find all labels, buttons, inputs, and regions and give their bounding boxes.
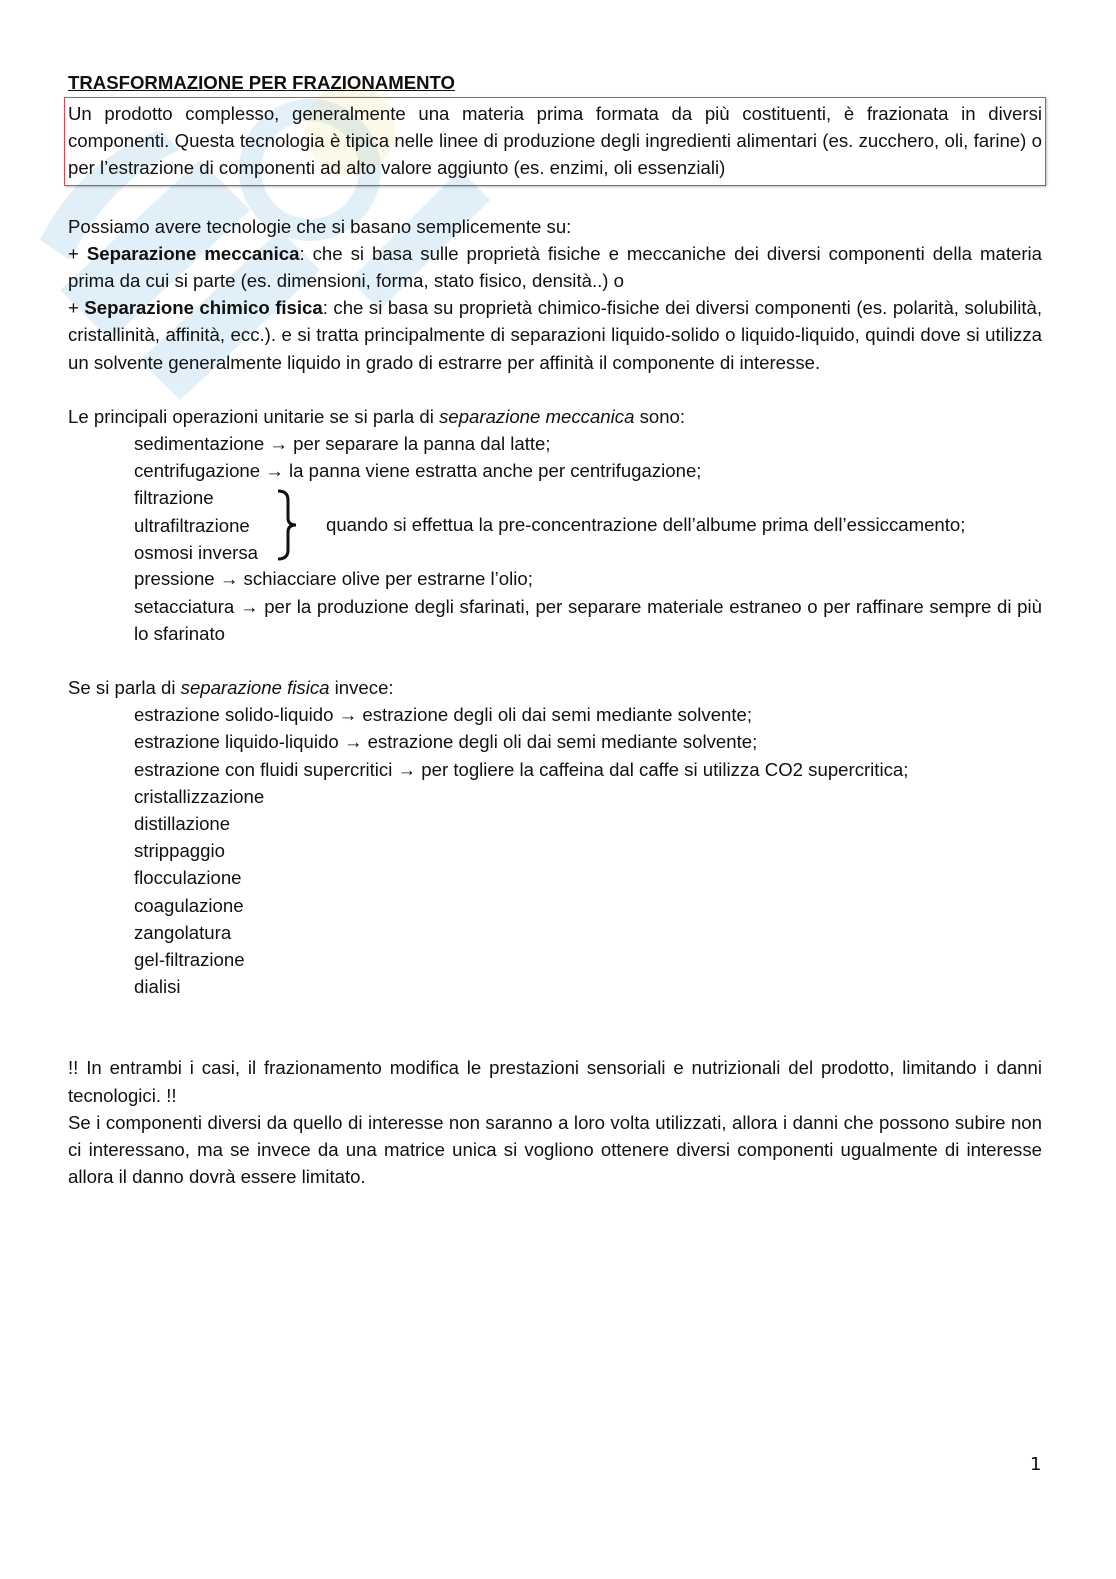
list-item: cristallizzazione [134, 785, 265, 807]
list-item: strippaggio [134, 840, 225, 862]
intro-text: Un prodotto complesso, generalmente una materia prima formata da più costituenti, è frazionata in diversi componenti. Questa tecnologia è tipica nelle linee di produzione degli ingredienti alimentari (es. zucchero, oli, farine) o per l’estrazione di componenti ad alto valore aggiunto (es. enzimi, oli essenziali) [68, 103, 1042, 179]
mechanical-list [68, 430, 1042, 484]
list-item: centrifugazione → la panna viene estratta anche per centrifugazione; [134, 460, 702, 482]
intro-box [64, 97, 1046, 186]
list-item: osmosi inversa [134, 541, 259, 563]
chemical-separation-paragraph: + Separazione chimico fisica: che si basa su proprietà chimico-fisiche dei diversi componenti (es. polarità, solubilità, cristallinità, affinità, ecc.). e si tratta principalmente di separazioni liquido-solido o liquido-liquido, quindi dove si utilizza un solvente generalmente liquido in grado di estrarre per affinità il componente di interesse. [68, 297, 1042, 373]
page-title: TRASFORMAZIONE PER FRAZIONAMENTO [68, 72, 456, 93]
list-item: flocculazione [134, 867, 242, 889]
right-brace-icon [276, 488, 298, 562]
list-item: dialisi [134, 976, 181, 998]
page-number: 1 [1030, 1454, 1042, 1475]
warning-note: !! In entrambi i casi, il frazionamento modifica le prestazioni sensoriali e nutrizionali del prodotto, limitando i danni tecnologici. !! [68, 1057, 1042, 1106]
list-item: gel-filtrazione [134, 949, 245, 971]
mechanical-intro: Le principali operazioni unitarie se si parla di separazione meccanica sono: [68, 405, 686, 427]
closing-paragraph: Se i componenti diversi da quello di interesse non saranno a loro volta utilizzati, allora i danni che possono subire non ci interessano, ma se invece da una matrice unica si vogliono ottenere diversi componenti ugualmente di interesse allora il danno dovrà essere limitato. [68, 1111, 1042, 1188]
physical-list [68, 701, 1042, 1000]
list-item: sedimentazione → per separare la panna dal latte; [134, 433, 551, 455]
list-item: ultrafiltrazione [134, 514, 250, 536]
list-item: estrazione liquido-liquido → estrazione degli oli dai semi mediante solvente; [134, 731, 758, 753]
list-item: filtrazione [134, 487, 214, 509]
mechanical-separation-paragraph: + Separazione meccanica: che si basa sulle proprietà fisiche e meccaniche dei diversi componenti della materia prima da cui si parte (es. dimensioni, forma, stato fisico, densità..) o [68, 242, 1042, 292]
physical-intro: Se si parla di separazione fisica invece: [68, 677, 394, 699]
list-item: distillazione [134, 813, 231, 835]
list-item: pressione → schiacciare olive per estrarne l’olio; [134, 568, 533, 590]
mechanical-separation-term: Separazione meccanica [86, 242, 300, 264]
tech-lead: Possiamo avere tecnologie che si basano semplicemente su: [68, 215, 572, 237]
list-item: coagulazione [134, 894, 244, 916]
list-item: estrazione con fluidi supercritici → per togliere la caffeina dal caffe si utilizza CO2 supercritica; [134, 758, 909, 780]
mechanical-list-continued [68, 565, 1042, 647]
list-item: zangolatura [134, 921, 232, 943]
list-item: setacciatura → per la produzione degli sfarinati, per separare materiale estraneo o per raffinare sempre di più lo sfarinato [134, 595, 1042, 644]
chemical-separation-term: Separazione chimico fisica [84, 297, 323, 319]
document-page [68, 70, 1042, 1191]
filtration-note: quando si effettua la pre-concentrazione dell’albume prima dell’essiccamento; [326, 514, 966, 536]
list-item: estrazione solido-liquido → estrazione degli oli dai semi mediante solvente; [134, 704, 753, 726]
filtration-group [68, 484, 1042, 565]
